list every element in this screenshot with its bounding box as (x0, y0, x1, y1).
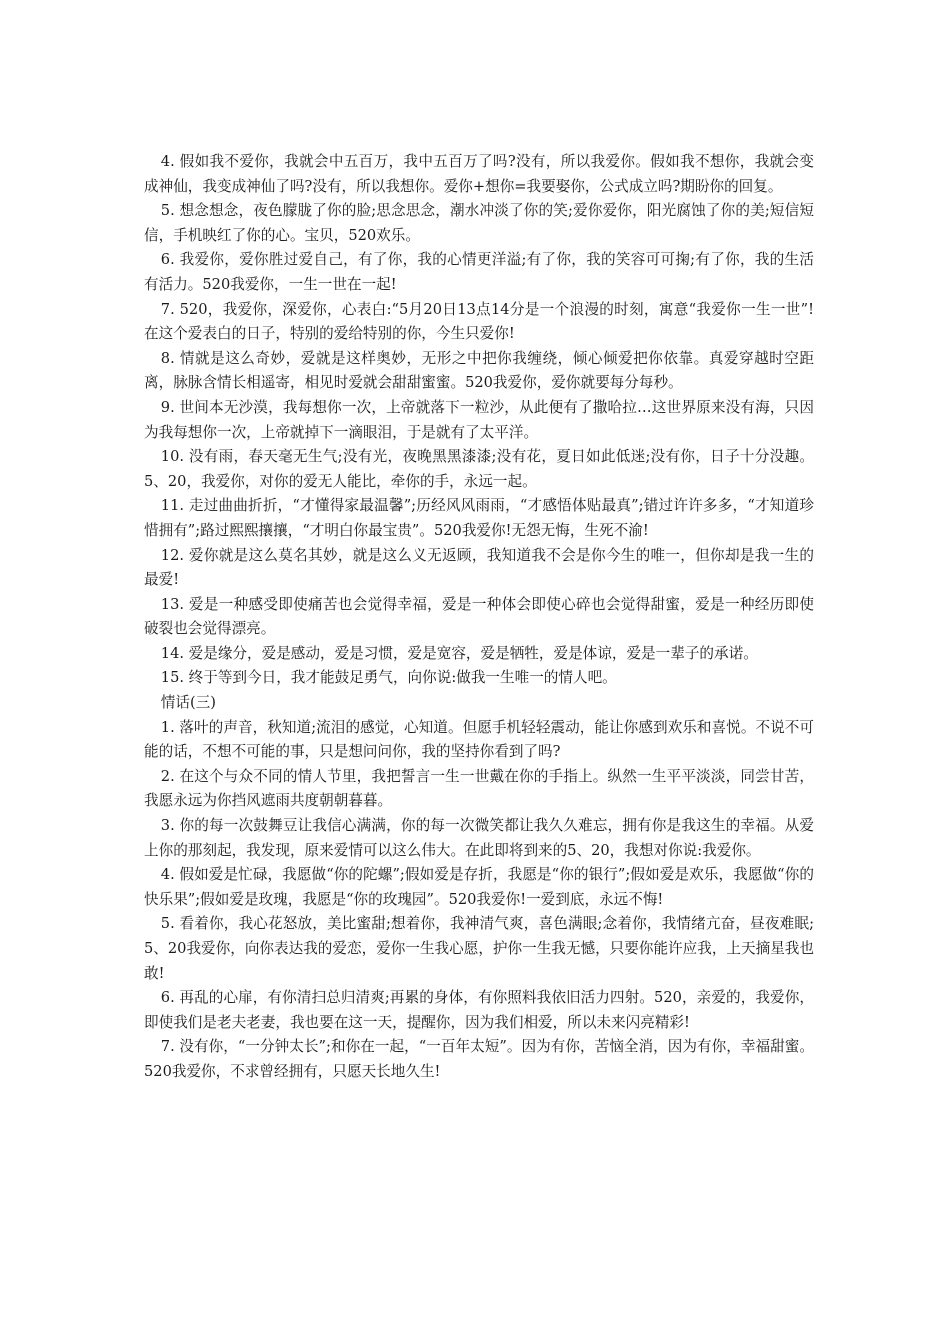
paragraph-6-first: 6. 我爱你，爱你胜过爱自己，有了你，我的心情更洋溢;有了你，我的笑容可可掬;有了你，我的生活有活力。520我爱你，一生一世在一起! (144, 251, 814, 293)
paragraph-14: 14. 爱是缘分，爱是感动，爱是习惯，爱是宽容，爱是牺牲，爱是体谅，爱是一辈子的承诺。 (160, 644, 758, 662)
paragraph-12: 12. 爱你就是这么莫名其妙，就是这么义无返顾，我知道我不会是你今生的唯一，但你却是我一生的最爱! (144, 546, 814, 589)
paragraph-7-first: 7. 520，我爱你，深爱你，心表白:“5月20日13点14分是一个浪漫的时刻，寓意“我爱你一生一世”!在这个爱表白的日子，特别的爱给特别的你，今生只爱你! (144, 300, 814, 343)
paragraph-1-second: 1. 落叶的声音，秋知道;流泪的感觉，心知道。但愿手机轻轻震动，能让你感到欢乐和喜悦。不说不可能的话，不想不可能的事，只是想问问你，我的坚持你看到了吗? (144, 718, 814, 761)
paragraph-6-second: 6. 再乱的心扉，有你清扫总归清爽;再累的身体，有你照料我依旧活力四射。520，亲爱的，我爱你，即使我们是老夫老妻，我也要在这一天，提醒你，因为我们相爱，所以未来闪亮精彩! (144, 989, 814, 1031)
section-heading: 情话(三) (160, 694, 216, 712)
paragraph-5-first: 5. 想念想念，夜色朦胧了你的脸;思念思念，潮水冲淡了你的笑;爱你爱你，阳光腐蚀了你的美;短信短信，手机映红了你的心。宝贝，520欢乐。 (144, 202, 814, 244)
paragraph-9: 9. 世间本无沙漠，我每想你一次，上帝就落下一粒沙，从此便有了撒哈拉…这世界原来没有海，只因为我每想你一次，上帝就掉下一滴眼泪，于是就有了太平洋。 (144, 398, 814, 441)
paragraph-11: 11. 走过曲曲折折，“才懂得家最温馨”;历经风风雨雨，“才感悟体贴最真”;错过许许多多，“才知道珍惜拥有”;路过熙熙攘攘，“才明白你最宝贵”。520我爱你!无怨无悔，生死不渝! (144, 497, 814, 539)
paragraph-4-first: 4. 假如我不爱你，我就会中五百万，我中五百万了吗?没有，所以我爱你。假如我不想你，我就会变成神仙，我变成神仙了吗?没有，所以我想你。爱你+想你=我要娶你，公式成立吗?期盼你的回复。 (144, 153, 814, 195)
paragraph-7-second: 7. 没有你，“一分钟太长”;和你在一起，“一百年太短”。因为有你，苦恼全消，因为有你，幸福甜蜜。520我爱你，不求曾经拥有，只愿天长地久生! (144, 1038, 814, 1080)
paragraph-2-second: 2. 在这个与众不同的情人节里，我把誓言一生一世戴在你的手指上。纵然一生平平淡淡，同尝甘苦，我愿永远为你挡风遮雨共度朝朝暮暮。 (144, 767, 814, 810)
paragraph-3-second: 3. 你的每一次鼓舞豆让我信心满满，你的每一次微笑都让我久久难忘，拥有你是我这生的幸福。从爱上你的那刻起，我发现，原来爱情可以这么伟大。在此即将到来的5、20，我想对你说:我爱你。 (144, 817, 814, 859)
document-body (144, 150, 814, 1085)
paragraph-10: 10. 没有雨，春天毫无生气;没有光，夜晚黑黑漆漆;没有花，夏日如此低迷;没有你，日子十分没趣。5、20，我爱你，对你的爱无人能比，牵你的手，永远一起。 (144, 448, 814, 490)
paragraph-8: 8. 情就是这么奇妙，爱就是这样奥妙，无形之中把你我缠绕，倾心倾爱把你依靠。真爱穿越时空距离，脉脉含情长相遥寄，相见时爱就会甜甜蜜蜜。520我爱你，爱你就要每分每秒。 (144, 349, 814, 392)
paragraph-15: 15. 终于等到今日，我才能鼓足勇气，向你说:做我一生唯一的情人吧。 (160, 669, 617, 687)
paragraph-13: 13. 爱是一种感受即使痛苦也会觉得幸福，爱是一种体会即使心碎也会觉得甜蜜，爱是一种经历即使破裂也会觉得漂亮。 (144, 595, 814, 638)
paragraph-5-second: 5. 看着你，我心花怒放，美比蜜甜;想着你，我神清气爽，喜色满眼;念着你，我情绪亢奋，昼夜难眠;5、20我爱你，向你表达我的爱恋，爱你一生我心愿，护你一生我无憾，只要你能许应我，上天摘星我也敢! (144, 915, 814, 982)
paragraph-4-second: 4. 假如爱是忙碌，我愿做“你的陀螺”;假如爱是存折，我愿是“你的银行”;假如爱是欢乐，我愿做“你的快乐果”;假如爱是玫瑰，我愿是“你的玫瑰园”。520我爱你!一爱到底，永远不悔! (144, 866, 814, 908)
